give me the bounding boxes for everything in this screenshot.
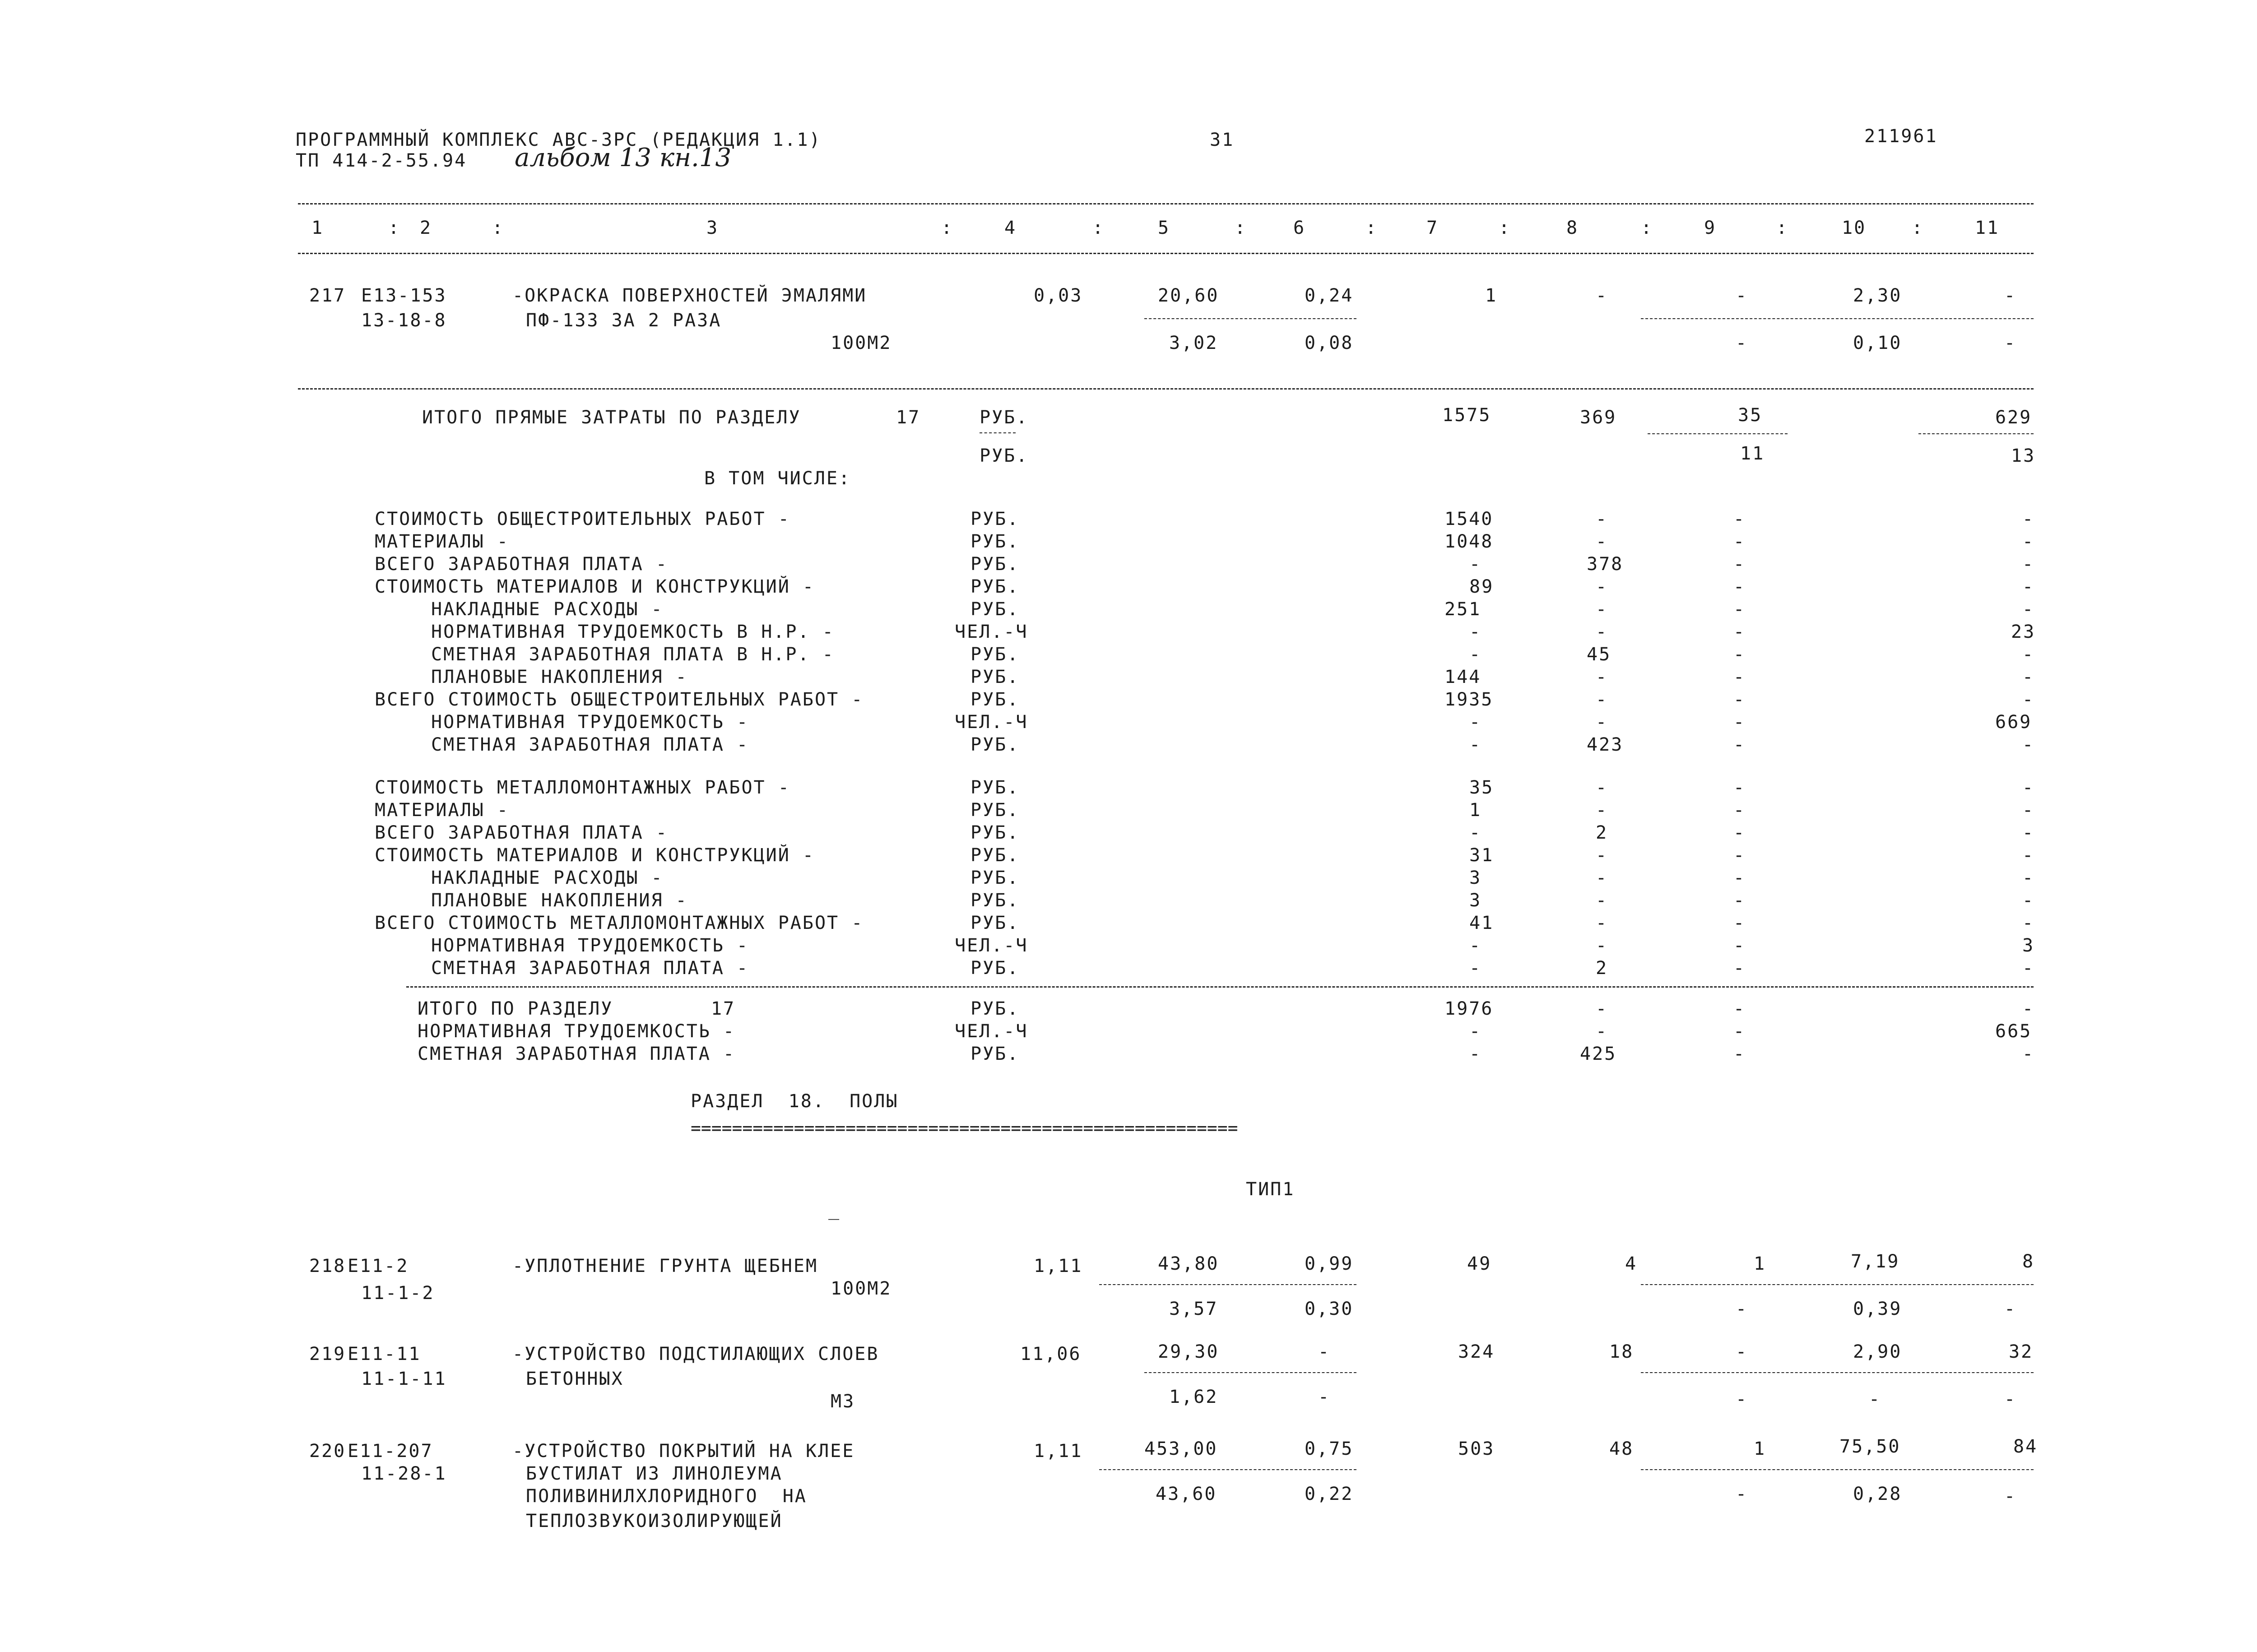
cell-rule — [980, 432, 1016, 433]
cell-10: 7,19 — [1851, 1251, 1900, 1272]
breakdown-unit: РУБ. — [971, 576, 1020, 597]
breakdown-label: ПЛАНОВЫЕ НАКОПЛЕНИЯ - — [431, 890, 688, 911]
cell-11: - — [2004, 333, 2017, 353]
col-9: 9 — [1704, 218, 1717, 238]
breakdown-unit: РУБ. — [971, 667, 1020, 687]
breakdown-c7: 1935 — [1444, 689, 1494, 710]
cell-8: 48 — [1609, 1439, 1634, 1459]
breakdown-c9: - — [1733, 712, 1746, 733]
breakdown-c11: - — [2022, 531, 2035, 552]
breakdown-c9: - — [1733, 554, 1746, 575]
breakdown-c7: 31 — [1469, 845, 1494, 866]
breakdown-c7: 144 — [1444, 667, 1481, 687]
breakdown-c11: - — [2022, 777, 2035, 798]
breakdown-c11: 669 — [1995, 712, 2032, 733]
breakdown-label: НОРМАТИВНАЯ ТРУДОЕМКОСТЬ В Н.Р. - — [431, 622, 835, 642]
breakdown-label: ВСЕГО СТОИМОСТЬ ОБЩЕСТРОИТЕЛЬНЫХ РАБОТ - — [375, 689, 864, 710]
breakdown-c8: - — [1596, 868, 1608, 888]
cell-11: - — [2004, 285, 2017, 306]
cell-6: 0,08 — [1305, 333, 1354, 353]
breakdown-unit: РУБ. — [971, 958, 1020, 979]
col-sep: : — [1776, 218, 1789, 238]
final-c8: - — [1596, 1021, 1608, 1042]
cell-9: - — [1736, 1484, 1748, 1504]
row-code2: 11-28-1 — [361, 1463, 447, 1484]
breakdown-unit: РУБ. — [971, 777, 1020, 798]
breakdown-label: СТОИМОСТЬ МАТЕРИАЛОВ И КОНСТРУКЦИЙ - — [375, 576, 815, 597]
breakdown-c8: 2 — [1596, 958, 1608, 979]
breakdown-unit: РУБ. — [971, 689, 1020, 710]
totals-section: 17 — [896, 407, 921, 428]
breakdown-c11: - — [2022, 822, 2035, 843]
row-description: -УПЛОТНЕНИЕ ГРУНТА ЩЕБНЕМ — [512, 1256, 818, 1276]
breakdown-c8: - — [1596, 622, 1608, 642]
breakdown-unit: РУБ. — [971, 531, 1020, 552]
col-6: 6 — [1293, 218, 1306, 238]
final-c7: - — [1469, 1021, 1482, 1042]
cell-11: 84 — [2013, 1436, 2038, 1457]
cell-5: 3,02 — [1169, 333, 1218, 353]
breakdown-c9: - — [1733, 644, 1746, 665]
cell-5: 3,57 — [1169, 1299, 1218, 1319]
handwritten-note: альбом 13 кн.13 — [515, 143, 732, 172]
breakdown-c7: 35 — [1469, 777, 1494, 798]
final-c9: - — [1733, 1044, 1746, 1064]
col-2: 2 — [420, 218, 432, 238]
cell-6: 0,22 — [1305, 1484, 1354, 1504]
final-c9: - — [1733, 1021, 1746, 1042]
final-c9: - — [1733, 998, 1746, 1019]
breakdown-c7: - — [1469, 734, 1482, 755]
breakdown-c8: - — [1596, 531, 1608, 552]
section-rule — [298, 388, 2034, 390]
breakdown-c9: - — [1733, 777, 1746, 798]
breakdown-unit: РУБ. — [971, 644, 1020, 665]
cell-10: 0,39 — [1853, 1299, 1902, 1319]
col-7: 7 — [1426, 218, 1439, 238]
cell-rule — [1099, 1284, 1356, 1285]
breakdown-unit: РУБ. — [971, 822, 1020, 843]
final-unit: РУБ. — [971, 1044, 1020, 1064]
breakdown-unit: РУБ. — [971, 734, 1020, 755]
breakdown-c7: - — [1469, 622, 1482, 642]
col-sep: : — [1365, 218, 1378, 238]
final-unit: ЧЕЛ.-Ч — [955, 1021, 1028, 1042]
col-sep: : — [1912, 218, 1924, 238]
cell-9: 1 — [1754, 1253, 1766, 1274]
totals-unit: РУБ. — [980, 445, 1029, 466]
row-code2: 13-18-8 — [361, 310, 447, 331]
cell-8: 18 — [1609, 1341, 1634, 1362]
row-code2: 11-1-2 — [361, 1283, 435, 1304]
cell-5: 29,30 — [1158, 1341, 1219, 1362]
row-description: -УСТРОЙСТВО ПОКРЫТИЙ НА КЛЕЕ — [512, 1441, 855, 1462]
col-sep: : — [1641, 218, 1653, 238]
cell-rule — [1641, 1469, 2034, 1470]
breakdown-c7: 3 — [1469, 890, 1482, 911]
cell-10: 75,50 — [1839, 1436, 1901, 1457]
breakdown-unit: РУБ. — [971, 913, 1020, 933]
breakdown-c8: - — [1596, 712, 1608, 733]
col-sep: : — [1092, 218, 1105, 238]
final-label: СМЕТНАЯ ЗАРАБОТНАЯ ПЛАТА - — [418, 1044, 736, 1064]
cell-11: - — [2004, 1299, 2017, 1319]
breakdown-label: НОРМАТИВНАЯ ТРУДОЕМКОСТЬ - — [431, 712, 749, 733]
cell-rule — [1648, 433, 1788, 434]
col-4: 4 — [1004, 218, 1017, 238]
section-title: РАЗДЕЛ 18. ПОЛЫ — [691, 1091, 899, 1112]
row-qty: 11,06 — [1020, 1344, 1082, 1364]
breakdown-c11: - — [2022, 845, 2035, 866]
cell-11: - — [2004, 1389, 2017, 1410]
final-c7: 1976 — [1444, 998, 1494, 1019]
cell-10: - — [1869, 1389, 1881, 1410]
section-rule — [406, 986, 2034, 988]
col-11: 11 — [1975, 218, 2000, 238]
breakdown-c8: - — [1596, 599, 1608, 620]
cell-5: 43,60 — [1156, 1484, 1217, 1504]
row-code: Е11-207 — [348, 1441, 433, 1462]
breakdown-c8: - — [1596, 800, 1608, 821]
cell-10: 0,28 — [1853, 1484, 1902, 1504]
breakdown-c11: - — [2022, 644, 2035, 665]
breakdown-unit: ЧЕЛ.-Ч — [955, 622, 1028, 642]
breakdown-c9: - — [1733, 734, 1746, 755]
cell-10: 0,10 — [1853, 333, 1902, 353]
breakdown-unit: ЧЕЛ.-Ч — [955, 935, 1028, 956]
breakdown-unit: ЧЕЛ.-Ч — [955, 712, 1028, 733]
row-description: ПОЛИВИНИЛХЛОРИДНОГО НА — [526, 1486, 807, 1507]
stray-mark: _ — [828, 1199, 841, 1220]
totals-c8: 369 — [1580, 407, 1617, 428]
breakdown-c11: - — [2022, 913, 2035, 933]
col-sep: : — [1499, 218, 1511, 238]
breakdown-c7: - — [1469, 644, 1482, 665]
breakdown-label: ВСЕГО ЗАРАБОТНАЯ ПЛАТА - — [375, 554, 668, 575]
final-c7: - — [1469, 1044, 1482, 1064]
breakdown-c11: - — [2022, 958, 2035, 979]
breakdown-c7: - — [1469, 554, 1482, 575]
breakdown-c9: - — [1733, 890, 1746, 911]
cell-8: 4 — [1625, 1253, 1638, 1274]
breakdown-c9: - — [1733, 599, 1746, 620]
cell-8: - — [1596, 285, 1608, 306]
row-code2: 11-1-11 — [361, 1369, 447, 1389]
cell-10: 2,30 — [1853, 285, 1902, 306]
cell-6: 0,24 — [1305, 285, 1354, 306]
breakdown-c11: - — [2022, 689, 2035, 710]
breakdown-c9: - — [1733, 576, 1746, 597]
breakdown-c9: - — [1733, 845, 1746, 866]
type-label: ТИП1 — [1246, 1179, 1295, 1200]
breakdown-unit: РУБ. — [971, 890, 1020, 911]
cell-rule — [1144, 1372, 1356, 1373]
breakdown-label: СТОИМОСТЬ ОБЩЕСТРОИТЕЛЬНЫХ РАБОТ - — [375, 509, 790, 529]
row-description: ТЕПЛОЗВУКОИЗОЛИРУЮЩЕЙ — [526, 1511, 783, 1531]
cell-11: 8 — [2022, 1251, 2035, 1272]
breakdown-label: СМЕТНАЯ ЗАРАБОТНАЯ ПЛАТА - — [431, 958, 749, 979]
final-c8: - — [1596, 998, 1608, 1019]
breakdown-c11: - — [2022, 734, 2035, 755]
breakdown-c8: - — [1596, 576, 1608, 597]
breakdown-c7: - — [1469, 935, 1482, 956]
final-unit: РУБ. — [971, 998, 1020, 1019]
row-description: БУСТИЛАТ ИЗ ЛИНОЛЕУМА — [526, 1463, 783, 1484]
col-8: 8 — [1566, 218, 1579, 238]
breakdown-label: СМЕТНАЯ ЗАРАБОТНАЯ ПЛАТА В Н.Р. - — [431, 644, 835, 665]
breakdown-label: МАТЕРИАЛЫ - — [375, 800, 509, 821]
breakdown-c7: 3 — [1469, 868, 1482, 888]
breakdown-unit: РУБ. — [971, 800, 1020, 821]
breakdown-label: ПЛАНОВЫЕ НАКОПЛЕНИЯ - — [431, 667, 688, 687]
row-code: Е13-153 — [361, 285, 447, 306]
table-top-rule — [298, 203, 2034, 204]
section-underline: ===================================================== — [691, 1118, 1238, 1138]
breakdown-c9: - — [1733, 800, 1746, 821]
breakdown-c9: - — [1733, 868, 1746, 888]
final-c11: 665 — [1995, 1021, 2032, 1042]
breakdown-label: ВСЕГО СТОИМОСТЬ МЕТАЛЛОМОНТАЖНЫХ РАБОТ - — [375, 913, 864, 933]
cell-7: 49 — [1467, 1253, 1492, 1274]
row-description: ПФ-133 ЗА 2 РАЗА — [526, 310, 722, 331]
breakdown-label: НОРМАТИВНАЯ ТРУДОЕМКОСТЬ - — [431, 935, 749, 956]
row-qty: 0,03 — [1034, 285, 1083, 306]
program-title: ПРОГРАММНЫЙ КОМПЛЕКС АВС-3РС (РЕДАКЦИЯ 1.1) — [296, 130, 822, 150]
row-number: 217 — [309, 285, 346, 306]
breakdown-c11: - — [2022, 890, 2035, 911]
cell-9: - — [1736, 1389, 1748, 1410]
cell-10: 2,90 — [1853, 1341, 1902, 1362]
cell-6: - — [1318, 1387, 1331, 1407]
row-number: 218 — [309, 1256, 346, 1276]
page-number: 31 — [1210, 130, 1235, 150]
totals-c7: 1575 — [1442, 405, 1491, 426]
col-sep: : — [1235, 218, 1247, 238]
breakdown-unit: РУБ. — [971, 845, 1020, 866]
cell-9: - — [1736, 1299, 1748, 1319]
row-unit: 100М2 — [831, 1278, 892, 1299]
row-description: БЕТОННЫХ — [526, 1369, 624, 1389]
breakdown-c8: - — [1596, 890, 1608, 911]
totals-c9: 11 — [1740, 443, 1765, 464]
breakdown-c11: - — [2022, 868, 2035, 888]
breakdown-c8: 45 — [1587, 644, 1611, 665]
totals-label: ИТОГО ПРЯМЫЕ ЗАТРАТЫ ПО РАЗДЕЛУ — [422, 407, 801, 428]
cell-5: 43,80 — [1158, 1253, 1219, 1274]
breakdown-c8: - — [1596, 667, 1608, 687]
breakdown-c11: - — [2022, 599, 2035, 620]
breakdown-unit: РУБ. — [971, 554, 1020, 575]
cell-5: 20,60 — [1158, 285, 1219, 306]
breakdown-c8: 2 — [1596, 822, 1608, 843]
breakdown-unit: РУБ. — [971, 599, 1020, 620]
cell-rule — [1918, 433, 2034, 434]
including-heading: В ТОМ ЧИСЛЕ: — [704, 468, 851, 489]
row-unit: 100М2 — [831, 333, 892, 353]
breakdown-c8: - — [1596, 689, 1608, 710]
cell-7: 503 — [1458, 1439, 1495, 1459]
cell-6: 0,30 — [1305, 1299, 1354, 1319]
breakdown-c9: - — [1733, 622, 1746, 642]
col-3: 3 — [706, 218, 719, 238]
final-c8: 425 — [1580, 1044, 1617, 1064]
breakdown-c11: 23 — [2011, 622, 2036, 642]
cell-rule — [1641, 1284, 2034, 1285]
cell-7: 324 — [1458, 1341, 1495, 1362]
col-sep: : — [388, 218, 401, 238]
col-sep: : — [492, 218, 505, 238]
tp-code: ТП 414-2-55.94 — [296, 150, 467, 171]
breakdown-c9: - — [1733, 689, 1746, 710]
totals-c11: 629 — [1995, 407, 2032, 428]
totals-c11: 13 — [2011, 445, 2036, 466]
totals-unit: РУБ. — [980, 407, 1029, 428]
breakdown-c7: 1540 — [1444, 509, 1494, 529]
breakdown-label: МАТЕРИАЛЫ - — [375, 531, 509, 552]
breakdown-c7: - — [1469, 958, 1482, 979]
row-description: -ОКРАСКА ПОВЕРХНОСТЕЙ ЭМАЛЯМИ — [512, 285, 867, 306]
row-number: 219 — [309, 1344, 346, 1364]
breakdown-c8: - — [1596, 509, 1608, 529]
breakdown-c7: 1 — [1469, 800, 1482, 821]
breakdown-label: НАКЛАДНЫЕ РАСХОДЫ - — [431, 599, 664, 620]
final-label: ИТОГО ПО РАЗДЕЛУ 17 — [418, 998, 736, 1019]
breakdown-c9: - — [1733, 509, 1746, 529]
breakdown-label: СТОИМОСТЬ МАТЕРИАЛОВ И КОНСТРУКЦИЙ - — [375, 845, 815, 866]
cell-7: 1 — [1485, 285, 1498, 306]
cell-rule — [1144, 318, 1356, 319]
breakdown-c7: 1048 — [1444, 531, 1494, 552]
breakdown-unit: РУБ. — [971, 509, 1020, 529]
breakdown-c9: - — [1733, 935, 1746, 956]
cell-rule — [1641, 318, 2034, 319]
breakdown-c9: - — [1733, 958, 1746, 979]
breakdown-c8: - — [1596, 777, 1608, 798]
breakdown-c7: - — [1469, 822, 1482, 843]
breakdown-unit: РУБ. — [971, 868, 1020, 888]
cell-5: 1,62 — [1169, 1387, 1218, 1407]
row-number: 220 — [309, 1441, 346, 1462]
breakdown-c11: - — [2022, 576, 2035, 597]
totals-c9: 35 — [1738, 405, 1763, 426]
col-sep: : — [941, 218, 954, 238]
cell-6: - — [1318, 1341, 1331, 1362]
breakdown-c7: 41 — [1469, 913, 1494, 933]
cell-11: 32 — [2009, 1341, 2034, 1362]
breakdown-c7: 251 — [1444, 599, 1481, 620]
cell-6: 0,75 — [1305, 1439, 1354, 1459]
cell-9: - — [1736, 285, 1748, 306]
col-5: 5 — [1158, 218, 1170, 238]
breakdown-c8: - — [1596, 845, 1608, 866]
cell-5: 453,00 — [1144, 1439, 1218, 1459]
row-qty: 1,11 — [1034, 1256, 1083, 1276]
breakdown-c8: - — [1596, 935, 1608, 956]
header-bottom-rule — [298, 253, 2034, 254]
row-unit: М3 — [831, 1391, 855, 1412]
final-label: НОРМАТИВНАЯ ТРУДОЕМКОСТЬ - — [418, 1021, 736, 1042]
breakdown-c7: 89 — [1469, 576, 1494, 597]
breakdown-label: ВСЕГО ЗАРАБОТНАЯ ПЛАТА - — [375, 822, 668, 843]
breakdown-label: СТОИМОСТЬ МЕТАЛЛОМОНТАЖНЫХ РАБОТ - — [375, 777, 790, 798]
cell-9: - — [1736, 333, 1748, 353]
breakdown-label: НАКЛАДНЫЕ РАСХОДЫ - — [431, 868, 664, 888]
breakdown-c7: - — [1469, 712, 1482, 733]
row-code: Е11-11 — [348, 1344, 421, 1364]
breakdown-c8: - — [1596, 913, 1608, 933]
cell-11: - — [2004, 1486, 2017, 1507]
cell-rule — [1641, 1372, 2034, 1373]
row-description: -УСТРОЙСТВО ПОДСТИЛАЮЩИХ СЛОЕВ — [512, 1344, 879, 1364]
breakdown-c9: - — [1733, 822, 1746, 843]
breakdown-c11: - — [2022, 554, 2035, 575]
breakdown-c11: 3 — [2022, 935, 2035, 956]
cell-rule — [1099, 1469, 1356, 1470]
breakdown-c9: - — [1733, 913, 1746, 933]
col-10: 10 — [1842, 218, 1867, 238]
row-qty: 1,11 — [1034, 1441, 1083, 1462]
document-number: 211961 — [1864, 126, 1938, 147]
final-c11: - — [2022, 1044, 2035, 1064]
breakdown-c11: - — [2022, 667, 2035, 687]
breakdown-c8: 423 — [1587, 734, 1624, 755]
cell-9: 1 — [1754, 1439, 1766, 1459]
breakdown-c9: - — [1733, 531, 1746, 552]
breakdown-c9: - — [1733, 667, 1746, 687]
cell-9: - — [1736, 1341, 1748, 1362]
col-1: 1 — [311, 218, 324, 238]
breakdown-c11: - — [2022, 509, 2035, 529]
row-code: Е11-2 — [348, 1256, 409, 1276]
breakdown-c8: 378 — [1587, 554, 1624, 575]
breakdown-label: СМЕТНАЯ ЗАРАБОТНАЯ ПЛАТА - — [431, 734, 749, 755]
breakdown-c11: - — [2022, 800, 2035, 821]
cell-6: 0,99 — [1305, 1253, 1354, 1274]
final-c11: - — [2022, 998, 2035, 1019]
